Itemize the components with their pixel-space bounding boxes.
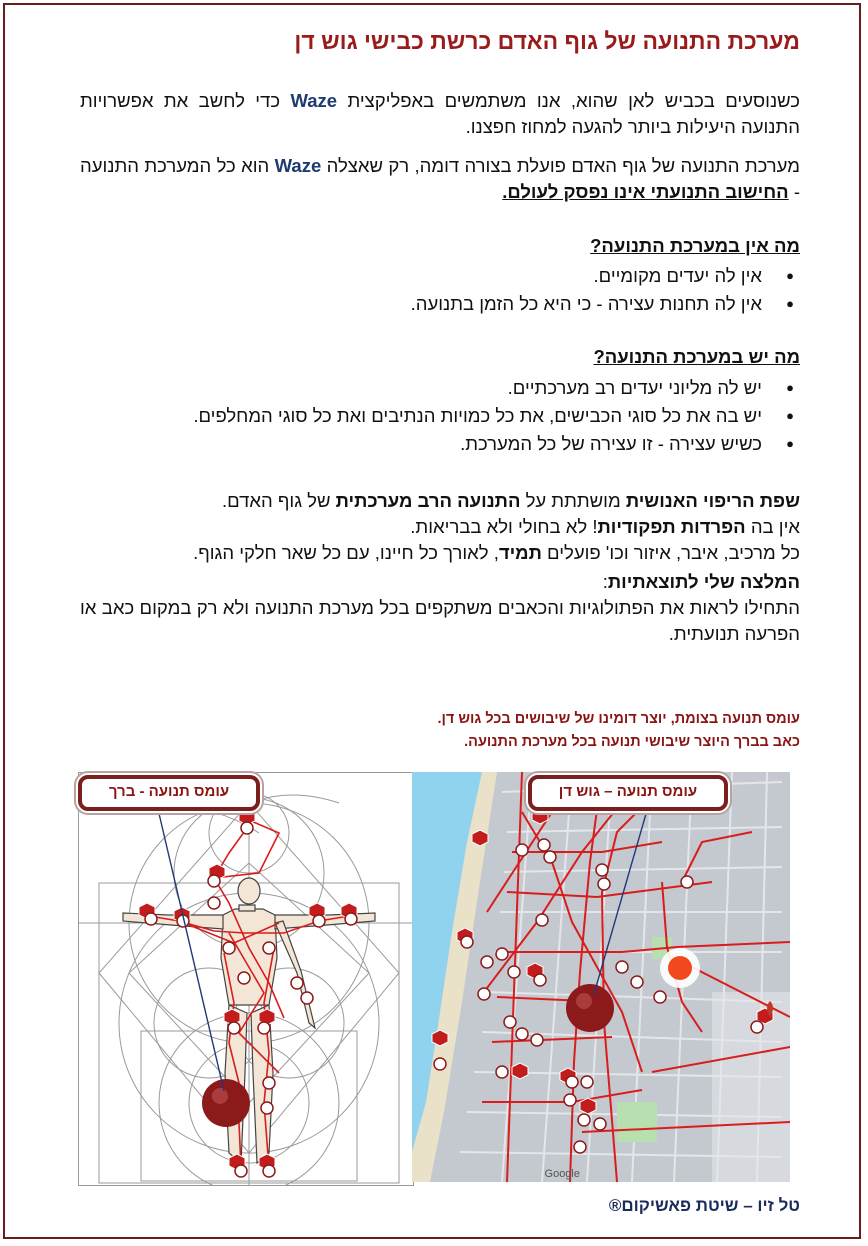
- body-line-2: [80, 514, 800, 540]
- body-paragraph: [80, 488, 800, 647]
- body-diagram: [79, 773, 413, 1185]
- map-logo: Google: [544, 1168, 580, 1180]
- body-text: כל מרכיב, איבר, איזור וכו' פועלים: [541, 542, 800, 563]
- section-no-heading: מה אין במערכת התנועה?: [590, 235, 800, 256]
- page-title: מערכת התנועה של גוף האדם כרשת כבישי גוש דן: [294, 28, 800, 54]
- location-dot-icon: [668, 956, 692, 980]
- intro-text: כשנוסעים בכביש לאן שהוא, אנו משתמשים באפליקצית: [337, 90, 800, 111]
- pain-marker-knee: [202, 1079, 250, 1127]
- list-item: ● כשיש עצירה - זו עצירה של כל המערכת.: [193, 430, 800, 458]
- section-yes-list: [193, 374, 800, 458]
- footer-signature: טל זיו – שיטת פאשיקום®: [608, 1196, 800, 1215]
- knee-callout: עומס תנועה - ברך: [78, 775, 260, 811]
- intro-text: מערכת התנועה של גוף האדם פועלת בצורה דומה, רק שאצלה: [321, 155, 800, 176]
- list-item: ● יש לה מליוני יעדים רב מערכתיים.: [193, 374, 800, 402]
- map-figure: [412, 772, 790, 1182]
- body-line-3: [80, 540, 800, 566]
- waze-brand: Waze: [290, 90, 338, 111]
- city-map: [412, 772, 790, 1182]
- list-item: ● אין לה יעדים מקומיים.: [411, 262, 800, 290]
- waze-brand: Waze: [274, 155, 322, 176]
- map-callout: עומס תנועה – גוש דן: [528, 775, 728, 811]
- body-figure: [78, 772, 414, 1186]
- intro-paragraph-2: [80, 153, 800, 205]
- bold-text: המלצה שלי לתוצאתיות: [607, 571, 800, 592]
- intro-text: הוא כל המערכת התנועה -: [80, 155, 800, 202]
- bold-text: הפרדות תפקודיות: [597, 516, 746, 537]
- recommendation-text: התחילו לראות את הפתולוגיות והכאבים משתקפים בכל מערכת התנועה ולא רק במקום כאב או הפרעה תנועתית.: [80, 597, 800, 644]
- body-text: מושתתת על: [520, 490, 626, 511]
- note-line-2: כאב בברך היוצר שיבושי תנועה בכל מערכת התנועה.: [464, 734, 800, 750]
- body-line-1: [80, 488, 800, 514]
- bold-text: תמיד: [498, 542, 542, 563]
- bold-text: שפת הריפוי האנושית: [625, 490, 800, 511]
- note-line-1: עומס תנועה בצומת, יוצר דומינו של שיבושים בכל גוש דן.: [437, 711, 800, 727]
- bold-text: התנועה הרב מערכתית: [335, 490, 521, 511]
- body-text: ! לא בחולי ולא בבריאות.: [410, 516, 598, 537]
- list-item: ● אין לה תחנות עצירה - כי היא כל הזמן בתנועה.: [411, 290, 800, 318]
- body-text: אין בה: [745, 516, 800, 537]
- body-text: של גוף האדם.: [222, 490, 336, 511]
- intro-paragraph-1: [80, 88, 800, 140]
- body-text: , לאורך כל חיינו, עם כל שאר חלקי הגוף.: [193, 542, 499, 563]
- recommendation-heading: [80, 569, 800, 595]
- body-text: :: [602, 571, 608, 592]
- intro-text: כדי לחשב את אפשרויות התנועה היעילות ביותר להגעה למחוז חפצנו.: [80, 90, 800, 137]
- list-item: ● יש בה את כל סוגי הכבישים, את כל כמויות הנתיבים ואת כל סוגי המחלפים.: [193, 402, 800, 430]
- congestion-marker: [566, 984, 614, 1032]
- section-no-list: [411, 262, 800, 318]
- section-yes-heading: מה יש במערכת התנועה?: [593, 346, 800, 367]
- intro-emphasis: החישוב התנועתי אינו נפסק לעולם.: [502, 181, 789, 202]
